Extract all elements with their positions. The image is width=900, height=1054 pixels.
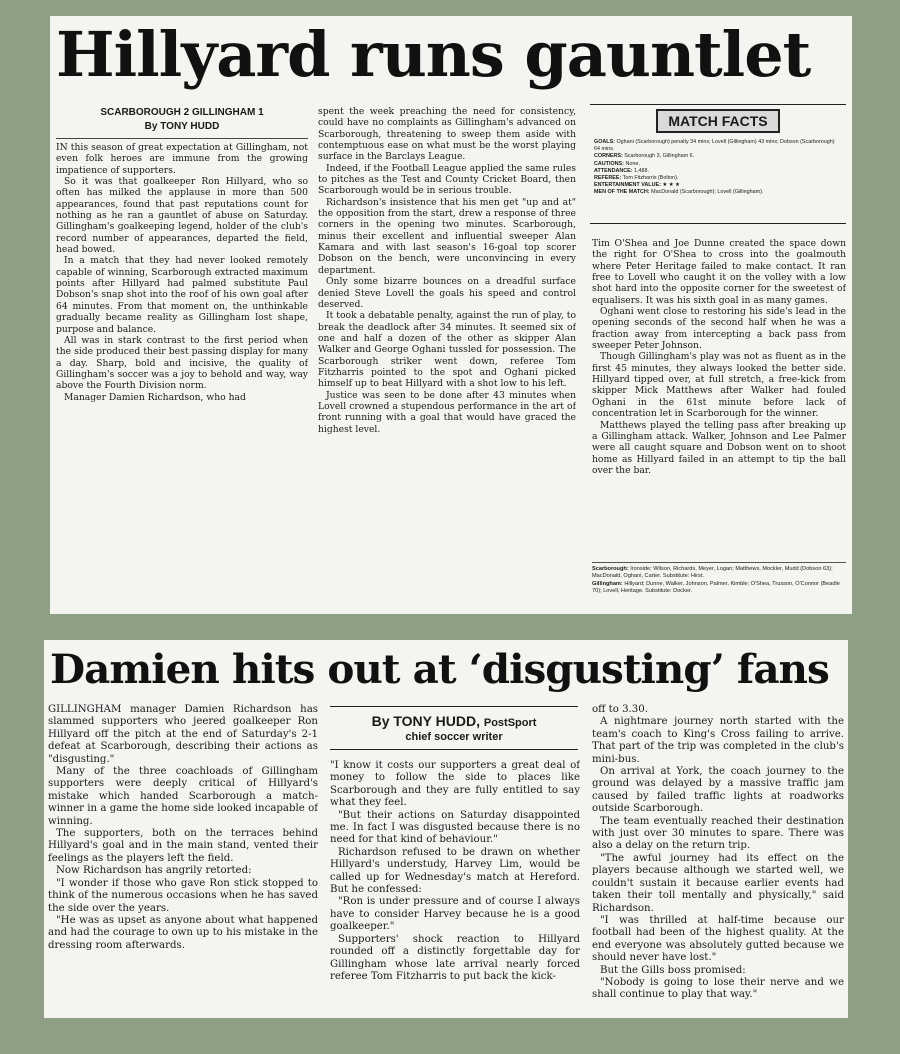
paragraph: "I know it costs our supporters a great deal of money to follow the side to places like Scarborough and they are fully entitled to say what they feel. <box>330 760 580 809</box>
lineup-scarborough: Scarborough: Ironside; Wilson, Richards, Meyer, Logan; Matthews, Mockler, Mudd (Dobson 63); MacDonald, Oghani, Carter. Substitute: Hirst. <box>592 566 833 580</box>
fact-item: REFEREE: Tom Fitzharris (Bolton). <box>594 175 679 182</box>
headline-damien-hits-out: Damien hits out at ‘disgusting’ fans <box>50 645 829 693</box>
article1-byline: By TONY HUDD <box>144 121 220 132</box>
paragraph: So it was that goalkeeper Ron Hillyard, who so often has milked the applause in more than 500 appearances, found that past reputations count for nothing as he ran a gauntlet of abuse on Saturday. Gillingham's goalkeeping legend, holder of the club's record number of appearances, departed the field, head bowed. <box>56 176 308 256</box>
article1-column-3 <box>592 238 846 556</box>
paragraph: All was in stark contrast to the first period when the side produced their best passing display for many a day. Sharp, bold and incisive, the quality of Gillingham's soccer was a joy to behold and way, way above the Fourth Division norm. <box>56 334 308 392</box>
paragraph: Supporters' shock reaction to Hillyard rounded off a distinctly forgettable day for Gillingham whose late arrival nearly forced referee Tom Fitzharris to put back the kick- <box>330 933 580 982</box>
paragraph: Oghani went close to restoring his side's lead in the opening seconds of the second half when he was a fraction away from intercepting a back pass from sweeper Peter Johnson. <box>592 306 846 352</box>
paragraph: IN this season of great expectation at Gillingham, not even folk heroes are immune from the growing impatience of supporters. <box>56 142 308 176</box>
paragraph: Richardson's insistence that his men get "up and at" the opposition from the start, drew a response of three corners in the opening two minutes. Scarborough, minus their excellent and influential sweeper Alan Kamara and with last season's 16-goal top scorer Dobson on the bench, were unconvincing in every department. <box>318 196 576 276</box>
article2-byline <box>330 713 578 731</box>
paragraph: "The awful journey had its effect on the players because although we started well, we couldn't sustain it because earlier events had taken their toll mentally and physically," said Richardson. <box>592 852 844 914</box>
match-score-kicker: SCARBOROUGH 2 GILLINGHAM 1 <box>100 107 264 118</box>
article2-column-3 <box>592 704 844 1016</box>
paragraph: GILLINGHAM manager Damien Richardson has slammed supporters who jeered goalkeeper Ron Hillyard off the pitch at the end of Saturday's 2-1 defeat at Scarborough, describing their actions as "disgusting." <box>48 704 318 765</box>
paragraph: spent the week preaching the need for consistency, could have no complaints as Gillingham's advanced on Scarborough, threatening to sweep them aside with contemptuous ease on what must be the worst playing surface in the Barclays League. <box>318 106 576 163</box>
fact-item: GOALS: Oghani (Scarborough) penalty 34 mins; Lovell (Gillingham) 43 mins; Dobson (Scarborough) 64 mins. <box>594 139 835 153</box>
byline-name: By TONY HUDD, <box>371 713 480 729</box>
team-lineups <box>592 562 846 612</box>
paragraph: On arrival at York, the coach journey to the ground was delayed by a massive traffic jam caused by failed traffic lights at roadworks outside Scarborough. <box>592 766 844 815</box>
paragraph: "I wonder if those who gave Ron stick stopped to think of the numerous occasions when he has saved the side over the years. <box>48 877 318 914</box>
paragraph: "He was as upset as anyone about what happened and had the courage to own up to his mistake in the dressing room afterwards. <box>48 914 318 951</box>
paragraph: But the Gills boss promised: <box>600 964 746 976</box>
article2-column-1 <box>48 704 318 1016</box>
lineup-gillingham: Gillingham: Hillyard; Dunne, Walker, Johnson, Palmer, Kimble; O'Shea, Trusson, O'Connor (Beadle 70); Lovell, Heritage. Substitute: Docker. <box>592 580 840 594</box>
article1-column-1 <box>56 106 308 484</box>
paragraph: Though Gillingham's play was not as fluent as in the first 45 minutes, they always looked the better side. Hillyard tipped over, at full stretch, a free-kick from skipper Mick Matthews after Walker had fouled Oghani in the 61st minute before lack of concentration let in Scarborough for the winner. <box>592 351 846 420</box>
fact-item: ATTENDANCE: 1,488. <box>594 167 650 174</box>
paragraph: Only some bizarre bounces on a dreadful surface denied Steve Lovell the goals his speed and control deserved. <box>318 276 576 310</box>
match-facts-title: MATCH FACTS <box>656 109 780 133</box>
paragraph: The supporters, both on the terraces behind Hillyard's goal and in the main stand, vented their feelings as the players left the field. <box>48 828 318 864</box>
paragraph: Manager Damien Richardson, who had <box>64 391 246 403</box>
paragraph: Many of the three coachloads of Gillingham supporters were deeply critical of Hillyard's mistake which handed Scarborough a match-winner in a game the home side looked incapable of winning. <box>48 766 318 827</box>
paragraph: off to 3.30. <box>592 704 648 715</box>
article2-column-2 <box>330 760 580 1016</box>
paragraph: It took a debatable penalty, against the run of play, to break the deadlock after 34 minutes. It seemed six of one and half a dozen of the other as skipper Alan Walker and George Oghani tussled for possession. The Scarborough striker went down, referee Tom Fitzharris pointed to the spot and Oghani picked himself up to beat Hillyard with a shot low to his left. <box>318 310 576 390</box>
paragraph: Indeed, if the Football League applied the same rules to pitches as the Test and County Cricket Board, then Scarborough would be in serious trouble. <box>318 162 576 197</box>
fact-item: CORNERS: Scarborough 3, Gillingham 6. <box>594 153 695 160</box>
article2-byline-box <box>330 706 578 750</box>
paragraph: A nightmare journey north started with the team's coach to King's Cross failing to arrive. That part of the trip was completed in the club's mini-bus. <box>592 716 844 765</box>
fact-item: CAUTIONS: None. <box>594 160 640 167</box>
byline-publication: PostSport <box>483 717 537 729</box>
article1-column-2 <box>318 106 576 542</box>
paragraph: Richardson refused to be drawn on whether Hillyard's understudy, Harvey Lim, would be called up for Wednesday's match at Hereford. But he confessed: <box>330 846 580 896</box>
paragraph: "I was thrilled at half-time because our football had been of the highest quality. At the end everyone was absolutely gutted because we should never have lost." <box>592 914 844 964</box>
fact-item: MEN OF THE MATCH: MacDonald (Scarborough); Lovell (Gillingham). <box>594 189 764 196</box>
paragraph: The team eventually reached their destination with just over 30 minutes to spare. There was also a delay on the return trip. <box>592 815 844 852</box>
paragraph: Tim O'Shea and Joe Dunne created the space down the right for O'Shea to cross into the goalmouth where Peter Heritage failed to make contact. It ran free to Lovell who caught it on the volley with a low shot hard into the opposite corner for the sweetest of equalisers. It was his sixth goal in as many games. <box>592 238 846 306</box>
paragraph: Now Richardson has angrily retorted: <box>56 865 252 877</box>
match-facts-list <box>590 139 846 197</box>
paragraph: Matthews played the telling pass after breaking up a Gillingham attack. Walker, Johnson and Lee Palmer were all caught square and Dobson went on to shoot home as Hillyard failed in an attempt to tip the ball over the bar. <box>592 419 846 476</box>
match-facts-box <box>590 104 846 224</box>
paragraph: "Ron is under pressure and of course I always have to consider Harvey because he is a good goalkeeper." <box>330 896 580 933</box>
headline-hillyard-runs-gauntlet: Hillyard runs gauntlet <box>56 18 811 91</box>
paragraph: "Nobody is going to lose their nerve and we shall continue to play that way." <box>592 976 844 1001</box>
paragraph: "But their actions on Saturday disappointed me. In fact I was disgusted because there is no need for that kind of behaviour." <box>330 809 580 846</box>
paragraph: In a match that they had never looked remotely capable of winning, Scarborough extracted maximum points after Hillyard had palmed substitute Paul Dobson's snap shot into the roof of his own goal after 64 minutes. From that moment on, the unthinkable gradually became reality as Gillingham lost shape, purpose and balance. <box>56 255 308 335</box>
byline-role: chief soccer writer <box>405 731 503 743</box>
paragraph: Justice was seen to be done after 43 minutes when Lovell crowned a stupendous performance in the art of front running with a goal that would have graced the highest level. <box>318 389 576 435</box>
fact-item: ENTERTAINMENT VALUE: ★ ★ ★ <box>594 182 680 189</box>
